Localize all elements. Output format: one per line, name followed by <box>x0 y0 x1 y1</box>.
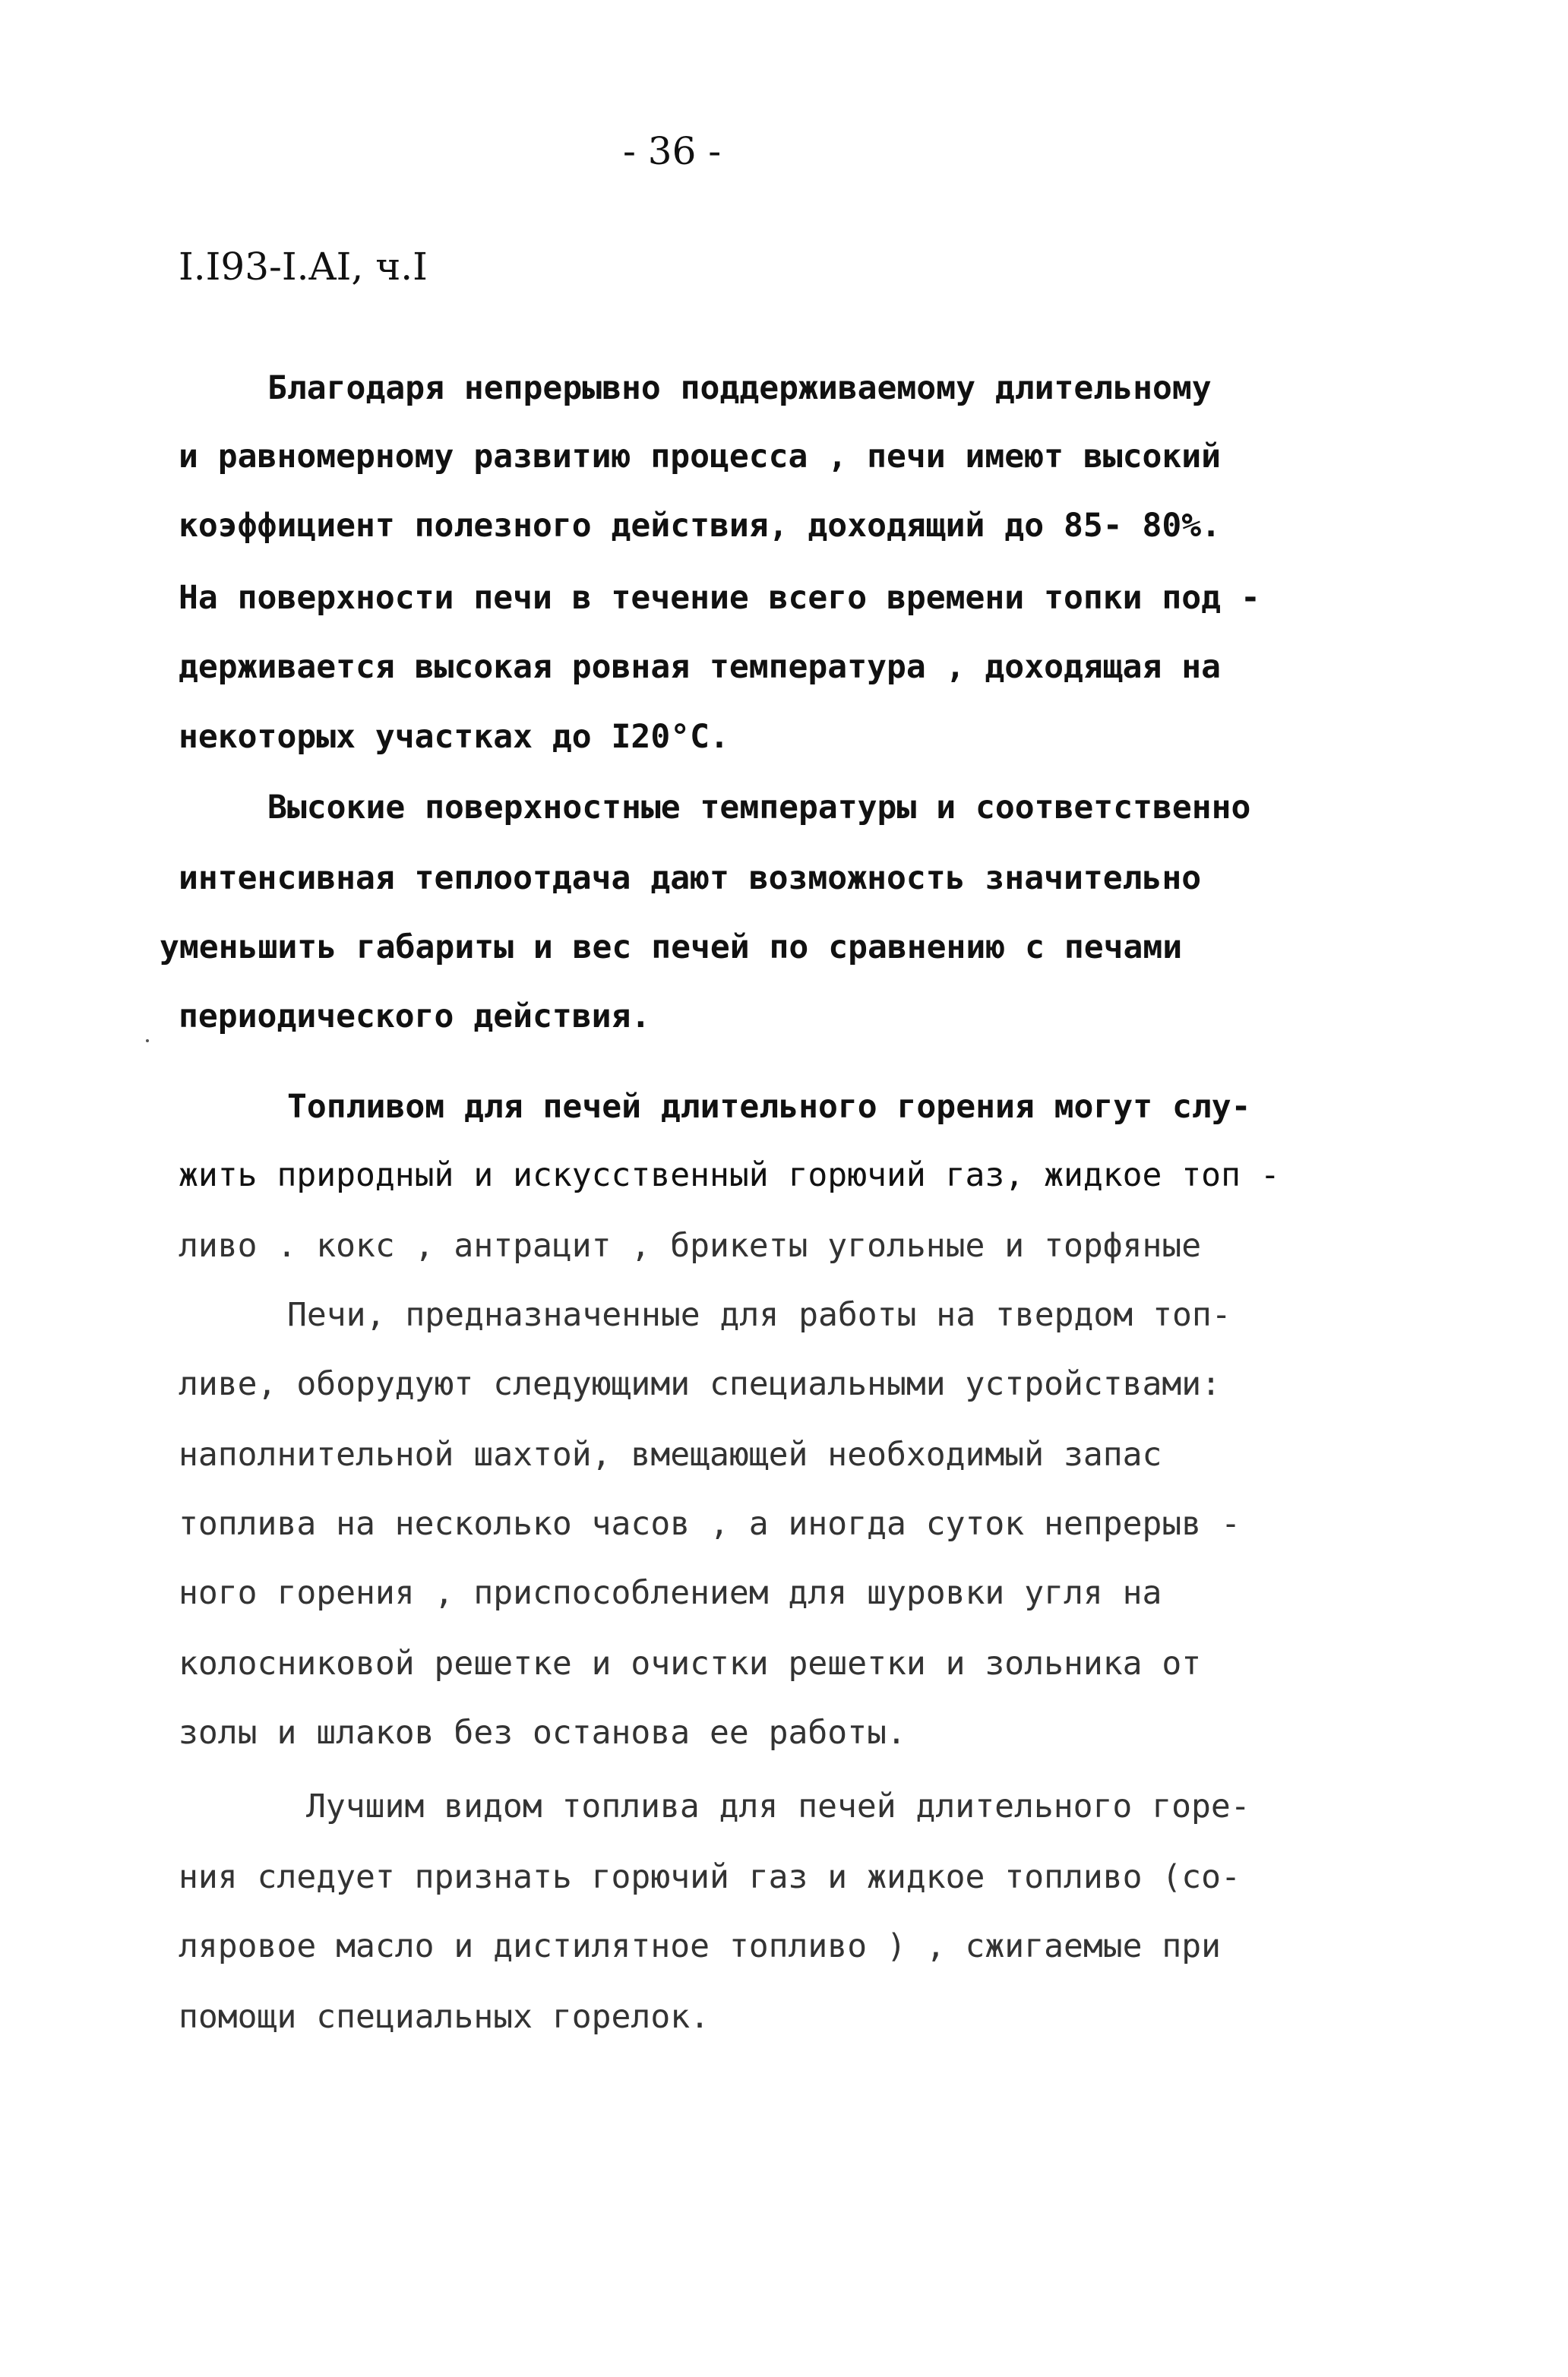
text-line: ного горения , приспособлением для шуровки угля на <box>179 1574 1162 1612</box>
text-line: жить природный и искусственный горючий газ, жидкое топ - <box>179 1156 1280 1194</box>
text-line: помощи специальных горелок. <box>179 1998 710 2036</box>
text-line: ния следует признать горючий газ и жидкое топливо (со- <box>179 1858 1241 1896</box>
text-line: Печи, предназначенные для работы на твердом топ- <box>287 1296 1231 1334</box>
text-line: некоторых участках до I20°C. <box>179 718 729 756</box>
text-line: топлива на несколько часов , а иногда суток непрерыв - <box>179 1505 1241 1543</box>
document-code: I.I93-I.AI, ч.I <box>179 245 428 289</box>
text-line: коэффициент полезного действия, доходящий до 85- 80%. <box>179 507 1222 545</box>
text-line: держивается высокая ровная температура , доходящая на <box>179 648 1222 686</box>
text-line: интенсивная теплоотдача дают возможность значительно <box>179 859 1202 897</box>
text-line: ляровое масло и дистилятное топливо ) , сжигаемые при <box>179 1927 1222 1965</box>
page-number: - 36 - <box>623 129 722 173</box>
text-line: уменьшить габариты и вес печей по сравнению с печами <box>160 928 1183 966</box>
text-line: периодического действия. <box>179 997 651 1035</box>
text-line: колосниковой решетке и очистки решетки и зольника от <box>179 1645 1202 1683</box>
text-line: Топливом для печей длительного горения могут слу- <box>287 1088 1251 1126</box>
text-line: На поверхности печи в течение всего времени топки под - <box>179 579 1260 617</box>
text-line: ливе, оборудуют следующими специальными устройствами: <box>179 1365 1222 1403</box>
text-line: наполнительной шахтой, вмещающей необходимый запас <box>179 1436 1162 1474</box>
text-line: Благодаря непрерывно поддерживаемому длительному <box>267 369 1212 407</box>
text-line: Высокие поверхностные температуры и соответственно <box>267 789 1251 827</box>
text-line: Лучшим видом топлива для печей длительного горе- <box>306 1787 1250 1825</box>
text-line: и равномерному развитию процесса , печи имеют высокий <box>179 438 1222 476</box>
scan-speck <box>146 1039 149 1042</box>
text-line: золы и шлаков без останова ее работы. <box>179 1714 906 1752</box>
text-line: ливо . кокс , антрацит , брикеты угольные и торфяные <box>179 1227 1202 1265</box>
